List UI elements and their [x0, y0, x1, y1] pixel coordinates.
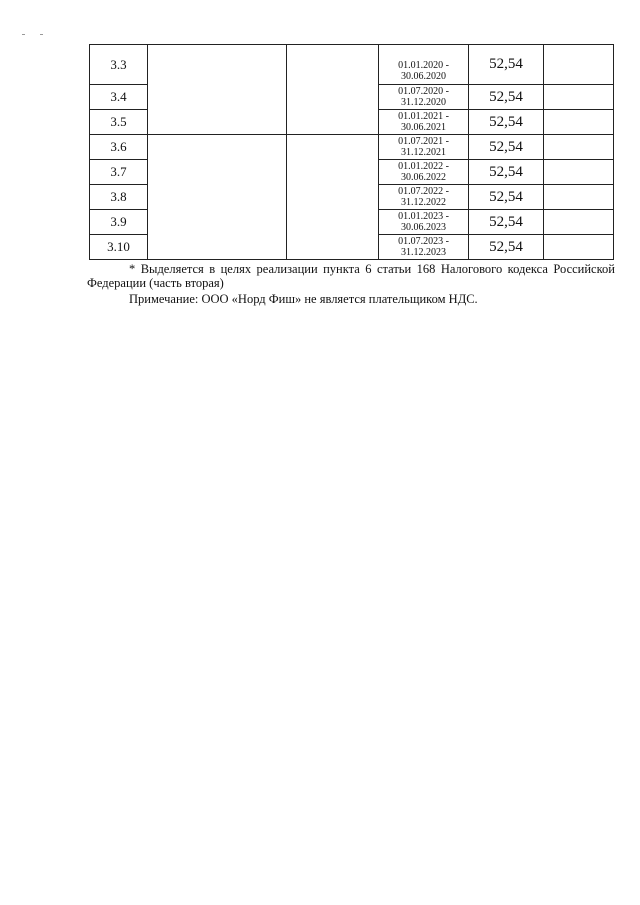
empty-cell — [544, 45, 614, 85]
period-start: 01.07.2021 - — [398, 136, 449, 147]
tariff-value: 52,54 — [469, 210, 544, 235]
row-number: 3.8 — [90, 185, 148, 210]
period-cell — [379, 45, 469, 85]
period-end: 30.06.2020 — [401, 70, 446, 82]
tariff-value: 52,54 — [469, 235, 544, 260]
period-cell — [379, 85, 469, 110]
footnote-line-1: * Выделяется в целях реализации пункта 6 статьи 168 Налогового кодекса Российской — [129, 262, 615, 276]
merged-cell — [148, 45, 287, 135]
period-cell — [379, 135, 469, 160]
period-end: 30.06.2021 — [401, 122, 446, 133]
tariff-table — [89, 44, 614, 260]
row-number: 3.6 — [90, 135, 148, 160]
row-number: 3.3 — [90, 45, 148, 85]
period-start: 01.07.2022 - — [398, 186, 449, 197]
period-end: 31.12.2021 — [401, 147, 446, 158]
period-end: 30.06.2022 — [401, 172, 446, 183]
merged-cell — [148, 135, 287, 260]
tariff-value: 52,54 — [469, 110, 544, 135]
period-cell — [379, 110, 469, 135]
period-cell — [379, 210, 469, 235]
table-row — [90, 135, 614, 160]
row-number: 3.10 — [90, 235, 148, 260]
row-number: 3.4 — [90, 85, 148, 110]
period-start: 01.01.2023 - — [398, 211, 449, 222]
period-start: 01.07.2020 - — [398, 86, 449, 97]
period-start: 01.01.2021 - — [398, 111, 449, 122]
period-cell — [379, 235, 469, 260]
merged-cell — [287, 45, 379, 135]
period-end: 31.12.2020 — [401, 97, 446, 108]
empty-cell — [544, 110, 614, 135]
empty-cell — [544, 210, 614, 235]
period-cell — [379, 185, 469, 210]
vat-remark: Примечание: ООО «Норд Фиш» не является плательщиком НДС. — [129, 292, 478, 306]
tariff-value: 52,54 — [469, 185, 544, 210]
row-number: 3.7 — [90, 160, 148, 185]
tariff-value: 52,54 — [469, 160, 544, 185]
empty-cell — [544, 85, 614, 110]
period-end: 30.06.2023 — [401, 222, 446, 233]
scan-speck — [22, 34, 25, 35]
empty-cell — [544, 235, 614, 260]
empty-cell — [544, 160, 614, 185]
tariff-value: 52,54 — [469, 45, 544, 85]
period-end: 31.12.2023 — [401, 247, 446, 258]
period-end: 31.12.2022 — [401, 197, 446, 208]
tariff-value: 52,54 — [469, 135, 544, 160]
merged-cell — [287, 135, 379, 260]
table-row — [90, 45, 614, 85]
row-number: 3.5 — [90, 110, 148, 135]
period-start: 01.01.2022 - — [398, 161, 449, 172]
footnote-line-2: Федерации (часть вторая) — [87, 276, 224, 290]
period-start: 01.01.2020 - — [398, 59, 449, 71]
scan-speck — [40, 34, 43, 35]
empty-cell — [544, 185, 614, 210]
period-start: 01.07.2023 - — [398, 236, 449, 247]
empty-cell — [544, 135, 614, 160]
row-number: 3.9 — [90, 210, 148, 235]
tariff-value: 52,54 — [469, 85, 544, 110]
period-cell — [379, 160, 469, 185]
